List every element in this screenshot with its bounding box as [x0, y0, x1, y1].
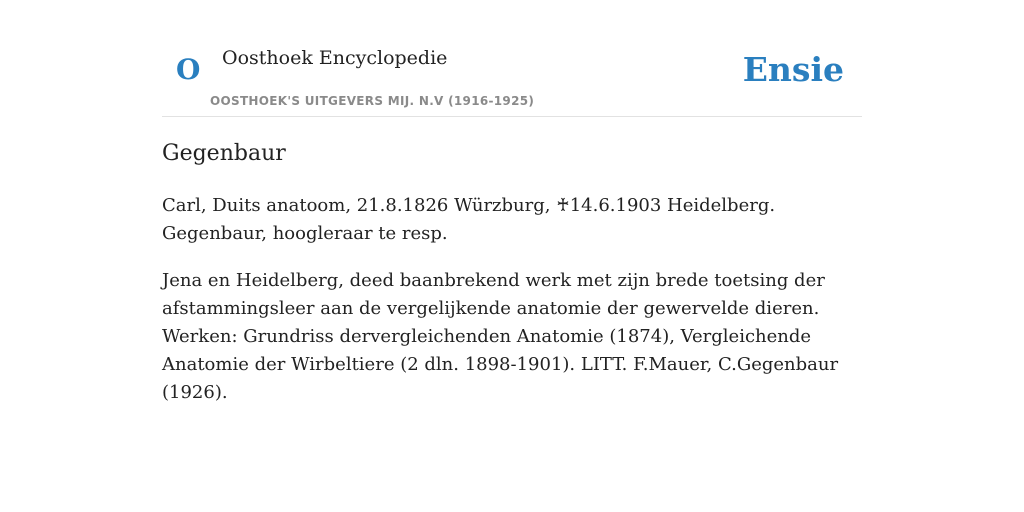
article-title: Gegenbaur [162, 141, 286, 166]
site-logo[interactable]: O [176, 53, 201, 86]
brand-logo[interactable]: Ensie [742, 50, 844, 89]
article-paragraph: Carl, Duits anatoom, 21.8.1826 Würzburg, ♰14.6.1903 Heidelberg. Gegenbaur, hoogleraar te resp. [162, 195, 776, 244]
site-header [162, 0, 862, 117]
site-title[interactable]: Oosthoek Encyclopedie [222, 47, 448, 69]
page-container [162, 0, 862, 403]
publisher-subtitle: OOSTHOEK'S UITGEVERS MIJ. N.V (1916-1925) [210, 94, 535, 108]
article-paragraph: Jena en Heidelberg, deed baanbrekend werk met zijn brede toetsing der afstammingsleer aan de vergelijkende anatomie der gewervelde dieren. Werken: Grundriss dervergleichenden Anatomie (1874), Vergleichende Anatomie der Wirbeltiere (2 dln. 1898-1901). LITT. F.Mauer, C.Gegenbaur (1926). [162, 270, 839, 403]
